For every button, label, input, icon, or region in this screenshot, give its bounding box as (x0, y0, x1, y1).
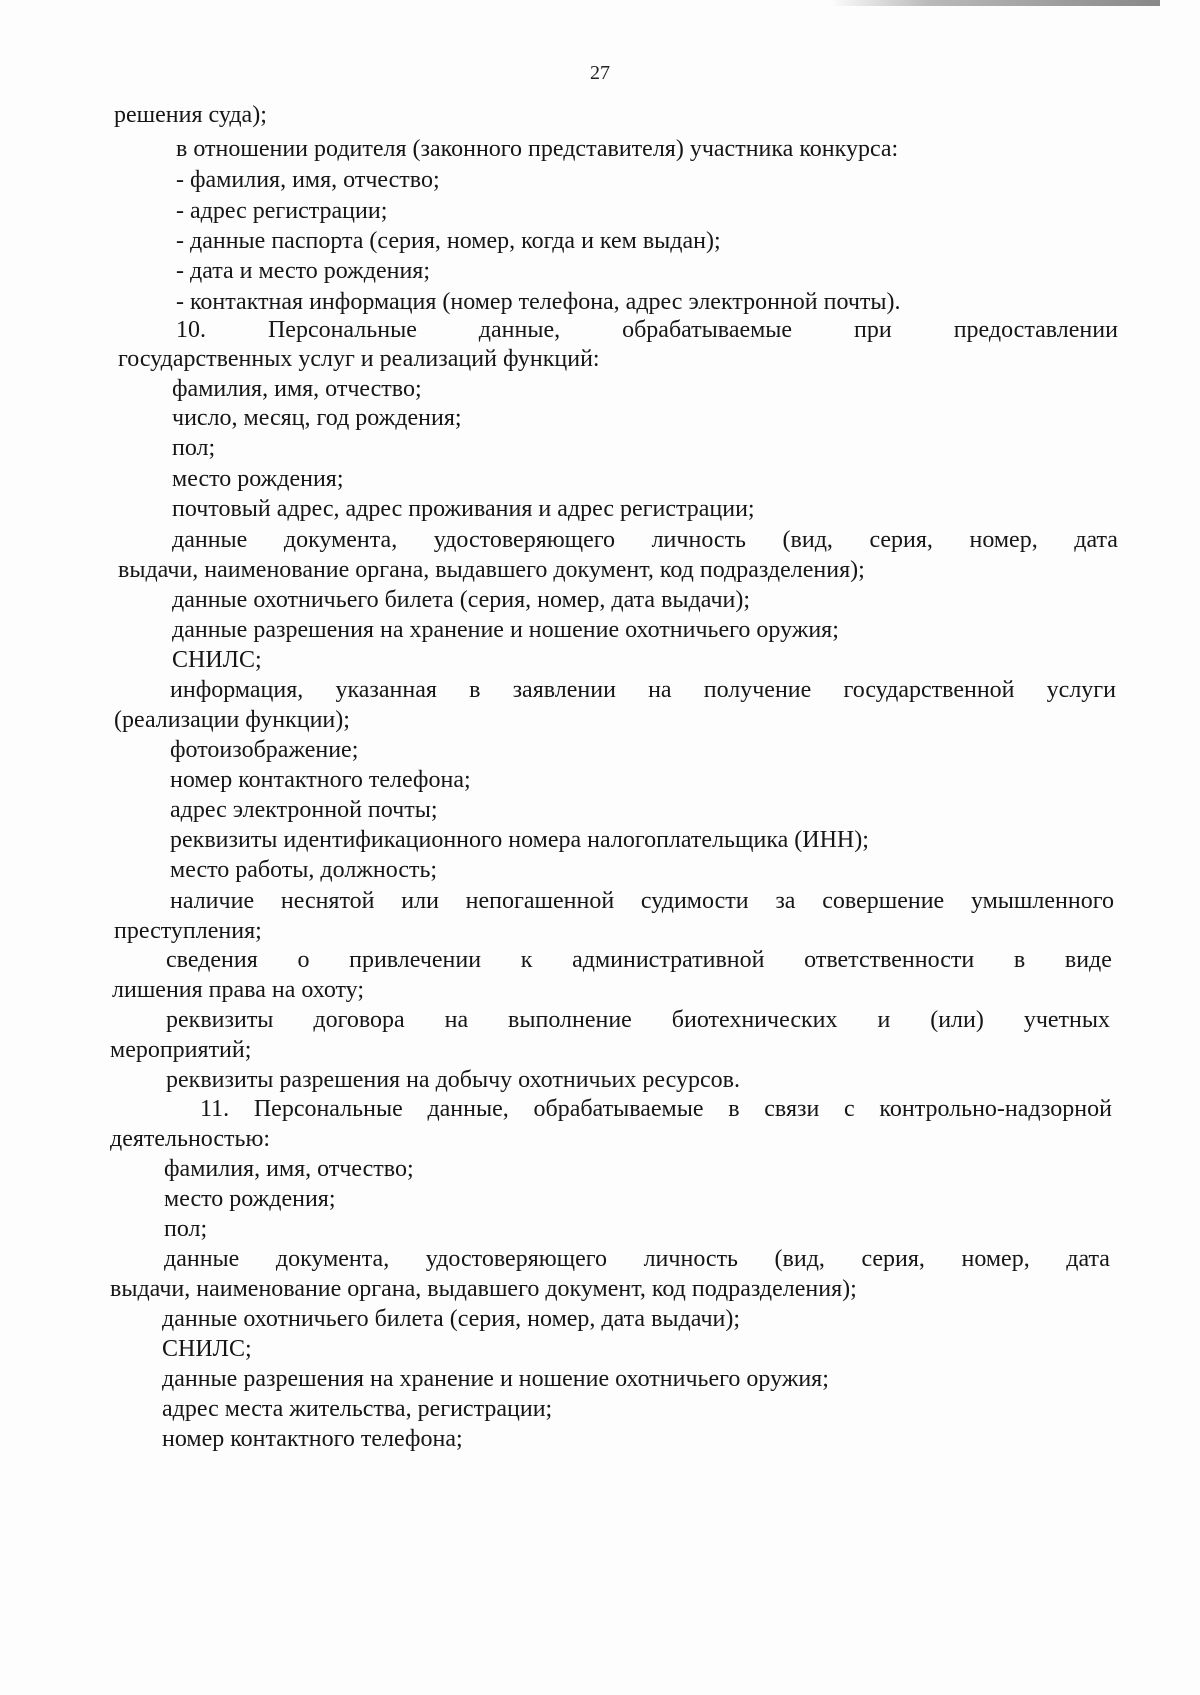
text-word: реквизиты (166, 1007, 274, 1033)
text-line (176, 318, 1118, 342)
text-line: СНИЛС; (162, 1336, 252, 1362)
text-word: совершение (822, 888, 945, 914)
text-line: государственных услуг и реализаций функций: (118, 346, 600, 372)
text-word: выполнение (508, 1007, 632, 1033)
text-line (170, 678, 1116, 702)
text-line: - фамилия, имя, отчество; (176, 167, 440, 193)
text-word: привлечении (349, 947, 482, 973)
text-word: на (444, 1007, 469, 1033)
text-word: удостоверяющего (425, 1246, 608, 1272)
text-word: серия, (861, 1246, 925, 1272)
text-word: неснятой (280, 888, 375, 914)
text-line: фамилия, имя, отчество; (164, 1156, 414, 1182)
text-word: обрабатываемые (533, 1096, 704, 1122)
text-word: данные, (427, 1096, 509, 1122)
text-word: непогашенной (465, 888, 615, 914)
text-line: (реализации функции); (114, 707, 350, 733)
text-word: при (854, 317, 892, 343)
text-line: фамилия, имя, отчество; (172, 376, 422, 402)
text-word: (вид, (774, 1246, 825, 1272)
text-line (164, 1247, 1110, 1271)
text-word: контрольно-надзорной (879, 1096, 1112, 1122)
text-line (166, 948, 1112, 972)
text-word: за (775, 888, 796, 914)
text-word: виде (1064, 947, 1112, 973)
text-word: документа, (275, 1246, 390, 1272)
text-line: пол; (172, 435, 216, 461)
text-word: получение (703, 677, 812, 703)
text-word: номер, (969, 527, 1038, 553)
text-word: данные (172, 527, 248, 553)
text-word: ответственности (804, 947, 975, 973)
text-line: данные разрешения на хранение и ношение охотничьего оружия; (162, 1366, 829, 1392)
text-line: - данные паспорта (серия, номер, когда и кем выдан); (176, 228, 721, 254)
text-word: Персональные (267, 317, 417, 343)
text-word: обрабатываемые (622, 317, 793, 343)
text-word: умышленного (970, 888, 1114, 914)
text-word: в (469, 677, 481, 703)
text-word: данные (164, 1246, 240, 1272)
text-word: судимости (640, 888, 749, 914)
text-line: почтовый адрес, адрес проживания и адрес регистрации; (172, 496, 755, 522)
text-word: на (648, 677, 672, 703)
text-word: заявлении (512, 677, 616, 703)
text-word: биотехнических (671, 1007, 838, 1033)
text-word: Персональные (253, 1096, 403, 1122)
text-line: СНИЛС; (172, 647, 262, 673)
text-word: 11. (200, 1096, 230, 1122)
text-line: адрес места жительства, регистрации; (162, 1396, 553, 1422)
text-word: документа, (283, 527, 398, 553)
text-line (172, 528, 1118, 552)
text-word: дата (1066, 1246, 1110, 1272)
text-line (200, 1097, 1112, 1121)
text-word: в (1013, 947, 1026, 973)
text-word: или (401, 888, 439, 914)
text-word: договора (313, 1007, 405, 1033)
text-line: лишения права на охоту; (112, 977, 365, 1003)
text-line: преступления; (114, 918, 262, 944)
text-word: указанная (335, 677, 437, 703)
text-word: о (297, 947, 310, 973)
text-word: (вид, (782, 527, 833, 553)
text-word: удостоверяющего (433, 527, 616, 553)
text-word: с (844, 1096, 855, 1122)
text-line: выдачи, наименование органа, выдавшего документ, код подразделения); (118, 557, 865, 583)
text-line: данные охотничьего билета (серия, номер, дата выдачи); (162, 1306, 741, 1332)
text-line: данные охотничьего билета (серия, номер, дата выдачи); (172, 587, 751, 613)
text-line: решения суда); (114, 102, 267, 128)
text-word: государственной (843, 677, 1015, 703)
text-line: деятельностью: (110, 1126, 271, 1152)
text-word: 10. (176, 317, 206, 343)
text-line: - адрес регистрации; (176, 198, 388, 224)
text-word: услуги (1046, 677, 1116, 703)
text-line: число, месяц, год рождения; (172, 405, 462, 431)
text-line: фотоизображение; (170, 737, 359, 763)
text-word: связи (764, 1096, 820, 1122)
text-word: в (728, 1096, 740, 1122)
text-word: сведения (166, 947, 258, 973)
text-line (170, 889, 1114, 913)
text-word: к (520, 947, 533, 973)
text-line: адрес электронной почты; (170, 797, 438, 823)
text-line: место работы, должность; (170, 857, 438, 883)
text-word: информация, (170, 677, 304, 703)
text-line: реквизиты идентификационного номера налогоплательщика (ИНН); (170, 827, 869, 853)
scan-edge-shadow (830, 0, 1160, 6)
text-line: место рождения; (164, 1186, 336, 1212)
text-word: личность (651, 527, 746, 553)
text-line: место рождения; (172, 466, 344, 492)
text-word: личность (643, 1246, 738, 1272)
text-word: административной (572, 947, 765, 973)
text-line: выдачи, наименование органа, выдавшего документ, код подразделения); (110, 1276, 857, 1302)
text-line: мероприятий; (110, 1037, 252, 1063)
page-number: 27 (590, 62, 610, 84)
text-line: в отношении родителя (законного представителя) участника конкурса: (176, 136, 899, 162)
text-word: номер, (961, 1246, 1030, 1272)
text-line: пол; (164, 1216, 208, 1242)
text-word: и (877, 1007, 891, 1033)
text-word: учетных (1023, 1007, 1110, 1033)
text-line: - контактная информация (номер телефона, адрес электронной почты). (176, 289, 901, 315)
text-word: данные, (478, 317, 561, 343)
text-line: номер контактного телефона; (170, 767, 471, 793)
text-line: номер контактного телефона; (162, 1426, 463, 1452)
text-word: предоставлении (953, 317, 1118, 343)
text-line: данные разрешения на хранение и ношение охотничьего оружия; (172, 617, 839, 643)
text-word: дата (1074, 527, 1118, 553)
text-word: (или) (930, 1007, 984, 1033)
text-line: - дата и место рождения; (176, 258, 431, 284)
text-word: наличие (170, 888, 255, 914)
text-line: реквизиты разрешения на добычу охотничьих ресурсов. (166, 1067, 740, 1093)
text-line (166, 1008, 1110, 1032)
text-word: серия, (869, 527, 933, 553)
